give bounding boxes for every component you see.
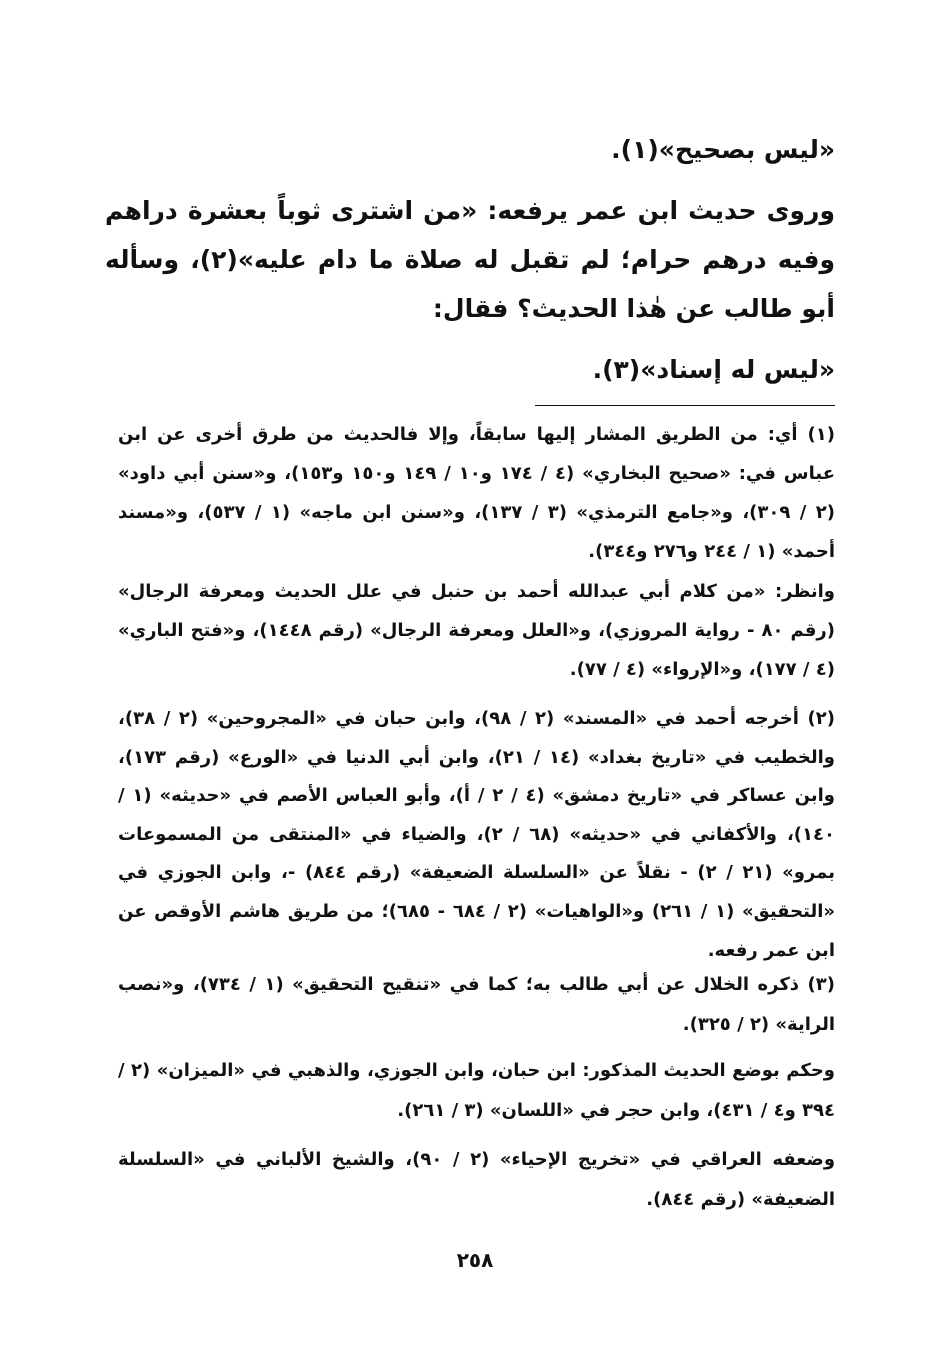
- footnote-2: (٢) أخرجه أحمد في «المسند» (٢ / ٩٨)، وابن حبان في «المجروحين» (٢ / ٣٨)، والخطيب في «تاريخ بغداد» (١٤ / ٢١)، وابن أبي الدنيا في «الورع» (رقم ١٧٣)، وابن عساكر في «تاريخ دمشق» (٤ / ٢ / أ)، وأبو العباس الأصم في «حديثه» (١ / ١٤٠)، والأكفاني في «حديثه» (٦٨ / ٢)، والضياء في «المنتقى من المسموعات بمرو» (٢١ / ٢) - نقلاً عن «السلسلة الضعيفة» (رقم ٨٤٤) -، وابن الجوزي في «التحقيق» (١ / ٢٦١) و«الواهيات» (٢ / ٦٨٤ - ٦٨٥)؛ من طريق هاشم الأوقص عن ابن عمر رفعه.: [118, 708, 836, 961]
- footnote-separator: [535, 405, 835, 406]
- quote-line: «ليس بصحيح»(١).: [611, 135, 835, 164]
- footnote-1: (١) أي: من الطريق المشار إليها سابقاً، وإلا فالحديث من طرق أخرى عن ابن عباس في: «صحيح البخاري» (٤ / ١٧٤ و١٠ / ١٤٩ و١٥٠ و١٥٣)، و«سنن أبي داود» (٢ / ٣٠٩)، و«جامع الترمذي» (٣ / ١٣٧)، و«سنن ابن ماجه» (١ / ٥٣٧)، و«مسند أحمد» (١ / ٢٤٤ و٢٧٦ و٣٤٤).: [118, 424, 835, 562]
- quote-line: «ليس له إسناد»(٣).: [592, 355, 835, 384]
- footnote-3: (٣) ذكره الخلال عن أبي طالب به؛ كما في «تنقيح التحقيق» (١ / ٧٣٤)، و«نصب الراية» (٢ / ٣٢٥).: [118, 974, 835, 1035]
- page-number: ٢٥٨: [456, 1248, 494, 1272]
- footnote-3-continued: وضعفه العراقي في «تخريج الإحياء» (٢ / ٩٠)، والشيخ الألباني في «السلسلة الضعيفة» (رقم ٨٤٤).: [118, 1149, 836, 1210]
- body-paragraph: وروى حديث ابن عمر يرفعه: «من اشترى ثوباً بعشرة دراهم وفيه درهم حرام؛ لم تقبل له صلاة ما دام عليه»(٢)، وسأله أبو طالب عن هٰذا الحديث؟ فقال:: [105, 196, 835, 323]
- footnote-3-continued: وحكم بوضع الحديث المذكور: ابن حبان، وابن الجوزي، والذهبي في «الميزان» (٢ / ٣٩٤ و٤ / ٤٣١)، وابن حجر في «اللسان» (٣ / ٢٦١).: [118, 1060, 835, 1121]
- footnote-1-continued: وانظر: «من كلام أبي عبدالله أحمد بن حنبل في علل الحديث ومعرفة الرجال» (رقم ٨٠ - رواية المروزي)، و«العلل ومعرفة الرجال» (رقم ١٤٤٨)، و«فتح الباري» (٤ / ١٧٧)، و«الإرواء» (٤ / ٧٧).: [118, 581, 835, 680]
